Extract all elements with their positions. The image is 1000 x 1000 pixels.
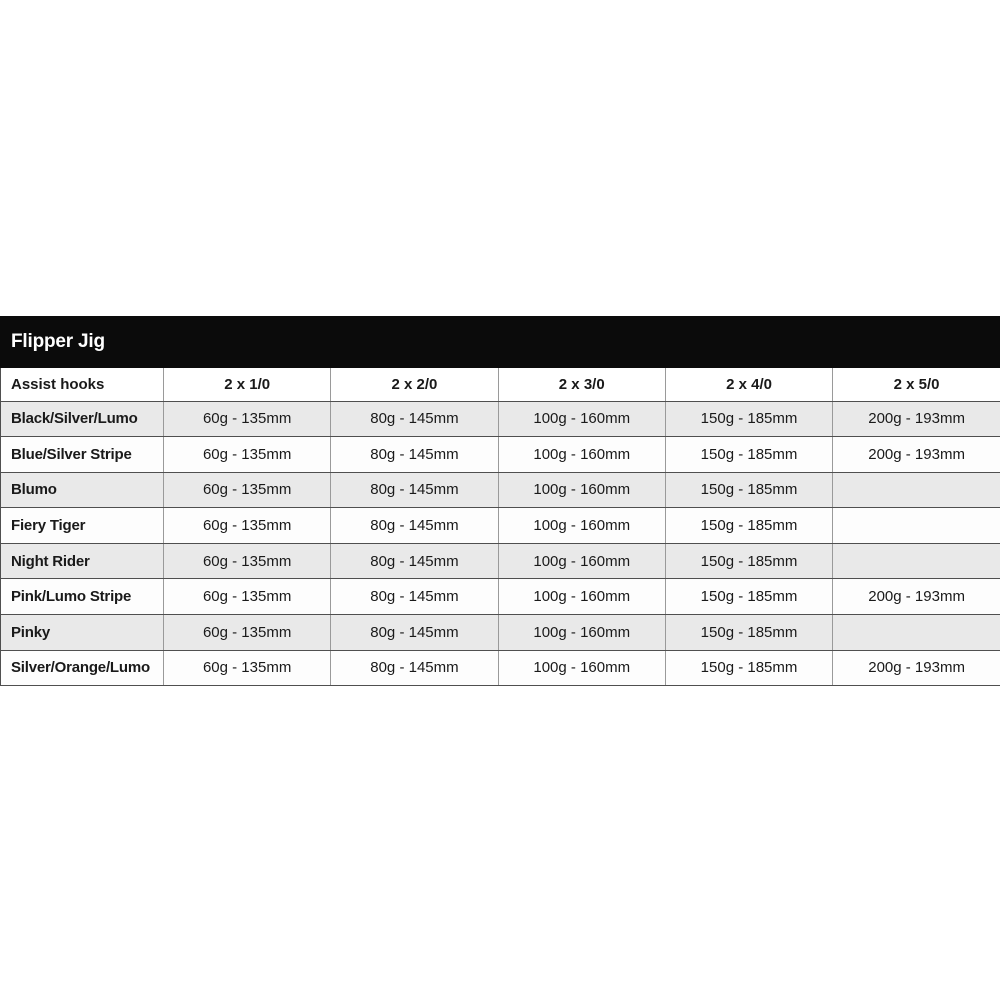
table-cell: 150g - 185mm — [665, 437, 832, 473]
table-cell — [833, 543, 1000, 579]
column-header-2x3-0: 2 x 3/0 — [498, 368, 665, 401]
table-cell: 100g - 160mm — [498, 437, 665, 473]
table-title: Flipper Jig — [11, 331, 105, 352]
table-cell: 150g - 185mm — [665, 650, 832, 686]
row-label: Silver/Orange/Lumo — [1, 650, 164, 686]
table-cell: 60g - 135mm — [164, 437, 331, 473]
table-cell: 60g - 135mm — [164, 472, 331, 508]
table-cell: 200g - 193mm — [833, 579, 1000, 615]
table-cell — [833, 508, 1000, 544]
table-row — [1, 472, 1000, 508]
table-cell: 80g - 145mm — [331, 615, 498, 651]
table-cell: 100g - 160mm — [498, 615, 665, 651]
table-row — [1, 615, 1000, 651]
table-cell: 80g - 145mm — [331, 472, 498, 508]
table-cell: 80g - 145mm — [331, 508, 498, 544]
table-row — [1, 437, 1000, 473]
row-label: Pinky — [1, 615, 164, 651]
table-cell: 200g - 193mm — [833, 401, 1000, 437]
table-cell: 100g - 160mm — [498, 401, 665, 437]
table-row — [1, 543, 1000, 579]
table-cell: 150g - 185mm — [665, 472, 832, 508]
table-cell — [833, 472, 1000, 508]
table-row — [1, 650, 1000, 686]
table-cell: 100g - 160mm — [498, 543, 665, 579]
column-header-2x5-0: 2 x 5/0 — [833, 368, 1000, 401]
spec-table — [0, 368, 1000, 686]
table-title-bar — [0, 316, 1000, 368]
row-label: Blue/Silver Stripe — [1, 437, 164, 473]
product-spec-table — [0, 316, 1000, 686]
table-cell: 60g - 135mm — [164, 508, 331, 544]
table-cell: 200g - 193mm — [833, 437, 1000, 473]
table-row — [1, 508, 1000, 544]
table-row — [1, 579, 1000, 615]
table-cell: 60g - 135mm — [164, 543, 331, 579]
table-cell: 80g - 145mm — [331, 401, 498, 437]
table-cell: 60g - 135mm — [164, 579, 331, 615]
table-cell: 100g - 160mm — [498, 508, 665, 544]
table-cell: 80g - 145mm — [331, 437, 498, 473]
table-cell: 80g - 145mm — [331, 543, 498, 579]
table-row — [1, 401, 1000, 437]
table-cell: 100g - 160mm — [498, 472, 665, 508]
table-cell: 80g - 145mm — [331, 579, 498, 615]
table-cell — [833, 615, 1000, 651]
column-header-assist-hooks: Assist hooks — [1, 368, 164, 401]
table-cell: 60g - 135mm — [164, 615, 331, 651]
row-label: Night Rider — [1, 543, 164, 579]
table-cell: 100g - 160mm — [498, 579, 665, 615]
table-cell: 150g - 185mm — [665, 401, 832, 437]
column-header-2x4-0: 2 x 4/0 — [665, 368, 832, 401]
row-label: Blumo — [1, 472, 164, 508]
column-header-2x2-0: 2 x 2/0 — [331, 368, 498, 401]
table-cell: 200g - 193mm — [833, 650, 1000, 686]
table-cell: 60g - 135mm — [164, 401, 331, 437]
table-cell: 60g - 135mm — [164, 650, 331, 686]
table-cell: 150g - 185mm — [665, 508, 832, 544]
table-cell: 150g - 185mm — [665, 579, 832, 615]
table-cell: 100g - 160mm — [498, 650, 665, 686]
table-cell: 80g - 145mm — [331, 650, 498, 686]
row-label: Fiery Tiger — [1, 508, 164, 544]
row-label: Black/Silver/Lumo — [1, 401, 164, 437]
header-row — [1, 368, 1000, 401]
table-cell: 150g - 185mm — [665, 543, 832, 579]
table-cell: 150g - 185mm — [665, 615, 832, 651]
row-label: Pink/Lumo Stripe — [1, 579, 164, 615]
column-header-2x1-0: 2 x 1/0 — [164, 368, 331, 401]
